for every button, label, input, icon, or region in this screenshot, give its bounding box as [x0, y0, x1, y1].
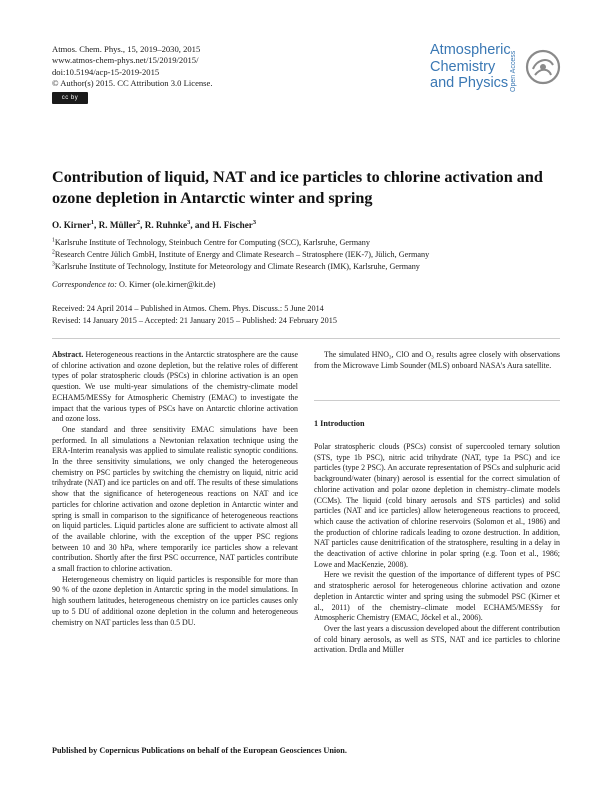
- introduction-body: [314, 442, 560, 656]
- correspondence-label: Correspondence to:: [52, 280, 117, 289]
- journal-name-line-1: Atmospheric: [430, 42, 511, 58]
- abstract-text: Heterogeneous reactions in the Antarctic stratosphere are the cause of chlorine activation and ozone depletion, but the relative roles of different types of polar stratospheric clouds (PSCs) in chlorine activation is an open question. We use multi-year simulations of the chemistry-climate model ECHAM5/MESSy for Atmospheric Chemistry (EMAC) to investigate the impact that the various types of PSCs have on Antarctic chlorine activation and ozone loss.: [52, 350, 298, 424]
- header-divider: [52, 338, 560, 339]
- author-list: [52, 220, 256, 230]
- affiliation-text: Research Centre Jülich GmbH, Institute of Energy and Climate Research – Stratosphere (IEK-7), Jülich, Germany: [54, 249, 430, 259]
- abstract-column: [52, 350, 298, 628]
- doi-line[interactable]: doi:10.5194/acp-15-2019-2015: [52, 66, 160, 77]
- citation-line: Atmos. Chem. Phys., 15, 2019–2030, 2015: [52, 44, 201, 54]
- author-separator: ,: [140, 220, 145, 230]
- article-url[interactable]: www.atmos-chem-phys.net/15/2019/2015/: [52, 55, 199, 66]
- egu-logo-icon: [525, 49, 561, 85]
- section-divider: [314, 400, 560, 401]
- affiliation-number: 3: [52, 260, 55, 267]
- affiliation-list: [52, 237, 429, 272]
- author-name: R. Ruhnke: [144, 220, 188, 230]
- author-name: H. Fischer: [212, 220, 253, 230]
- abstract-paragraph: [52, 350, 298, 425]
- publication-dates: [52, 303, 337, 327]
- revised-dates: Revised: 14 January 2015 – Accepted: 21 January 2015 – Published: 24 February 2015: [52, 315, 337, 325]
- author-affiliation-mark: 3: [252, 218, 257, 226]
- affiliation-number: 2: [52, 249, 55, 256]
- cc-by-badge-icon: cc by: [52, 92, 88, 104]
- abstract-paragraph: The simulated HNO₃, ClO and O₃ results agree closely with observations from the Microwave Limb Sounder (MLS) onboard NASA's Aura satellite.: [314, 350, 560, 370]
- abstract-continuation: [314, 350, 560, 371]
- abstract-paragraph: One standard and three sensitivity EMAC simulations have been performed. In all simulations a Newtonian relaxation technique using the ERA-Interim reanalysis was applied to simulate realistic synoptic conditions. In the three sensitivity simulations, we only changed the heterogeneous chemistry on PSC particles by switching the chemistry on liquid, nitric acid trihydrate (NAT) and ice particles on and off. The results of these simulations show that the significance of heterogeneous reactions on NAT and ice particles for chlorine activation and ozone depletion in Antarctic winter and spring is small in comparison to the significance of heterogeneous reactions on liquid particles. Liquid particles alone are sufficient to activate almost all of the available chlorine, with the exception of the upper PSC regions between 10 and 30 hPa, where temporarily ice particles show a relevant contribution. Shortly after the first PSC occurrence, NAT particles contribute a small fraction to chlorine activation.: [52, 424, 298, 574]
- affiliation-text: Karlsruhe Institute of Technology, Institute for Meteorology and Climate Research (IMK), Karlsruhe, Germany: [54, 261, 420, 271]
- affiliation-item: [52, 249, 429, 261]
- author-separator: , and: [190, 220, 213, 230]
- introduction-paragraph: Polar stratospheric clouds (PSCs) consist of supercooled ternary solution (STS, type 1b PSC), nitric acid trihydrate (NAT, type 1a PSC) and ice particles (type 2 PSC). An accurate representation of PSCs and sulphuric acid background/water (binary) aerosol is essential for the correct simulation of chlorine activation and polar ozone depletion in chemistry–climate models (CCMs). The liquid (cold binary aerosols and STS particles) and solid particles (NAT and ice particles) allow heterogeneous reactions to proceed, which cause the activation of chlorine reservoirs (Solomon et al., 1986) and the production of chlorine radicals leading to ozone destruction. In addition, NAT particles cause denitrification of the stratosphere, resulting in a delay in the deactivation of active chlorine in polar spring (e.g. Toon et al., 1986; Lowe and MacKenzie, 2008).: [314, 442, 560, 569]
- affiliation-item: [52, 237, 429, 249]
- affiliation-item: [52, 261, 429, 273]
- abstract-paragraph: Heterogeneous chemistry on liquid particles is responsible for more than 90 % of the ozone depletion in Antarctic spring in the model simulations. In high southern latitudes, heterogeneous chemistry on ice particles causes only up to 5 DU of additional ozone depletion in the column and heterogeneous chemistry on NAT particles less than 0.5 DU.: [52, 574, 298, 627]
- affiliation-text: Karlsruhe Institute of Technology, Steinbuch Centre for Computing (SCC), Karlsruhe, Germany: [54, 238, 370, 247]
- author-affiliation-mark: 3: [187, 218, 191, 226]
- journal-name: [430, 42, 511, 92]
- journal-name-line-3: and Physics: [430, 75, 509, 91]
- introduction-paragraph: Over the last years a discussion developed about the different contribution of cold binary aerosols, as well as STS, NAT and ice particles to chlorine activation. Drdla and Müller: [314, 623, 560, 655]
- abstract-label: Abstract.: [52, 350, 84, 359]
- section-heading-introduction: 1 Introduction: [314, 419, 365, 428]
- received-dates: Received: 24 April 2014 – Published in Atmos. Chem. Phys. Discuss.: 5 June 2014: [52, 304, 324, 313]
- affiliation-number: 1: [52, 237, 55, 244]
- author-affiliation-mark: 2: [136, 218, 141, 226]
- open-access-text: Open Access: [510, 50, 517, 92]
- author-name: O. Kirner: [52, 220, 91, 230]
- correspondence: [52, 280, 215, 289]
- introduction-paragraph: Here we revisit the question of the importance of different types of PSC and stratospheric aerosol for heterogeneous chlorine activation and ozone depletion in Antarctic winter and spring using the submodel PSC (Kirner et al., 2011) of the chemistry–climate model ECHAM5/MESSy for Atmospheric Chemistry (EMAC, Jöckel et al., 2006).: [314, 570, 560, 623]
- correspondence-email[interactable]: O. Kirner (ole.kirner@kit.de): [116, 280, 216, 289]
- author-separator: ,: [94, 220, 99, 230]
- author-name: R. Müller: [98, 220, 137, 230]
- journal-name-line-2: Chemistry: [430, 58, 496, 75]
- article-title: Contribution of liquid, NAT and ice particles to chlorine activation and ozone depletion in Antarctic winter and spring: [52, 168, 543, 207]
- author-affiliation-mark: 1: [90, 218, 95, 226]
- publisher-footer: Published by Copernicus Publications on behalf of the European Geosciences Union.: [52, 746, 347, 755]
- open-access-label: [506, 44, 518, 94]
- license-line: © Author(s) 2015. CC Attribution 3.0 License.: [52, 77, 213, 88]
- article-metadata: [52, 44, 213, 104]
